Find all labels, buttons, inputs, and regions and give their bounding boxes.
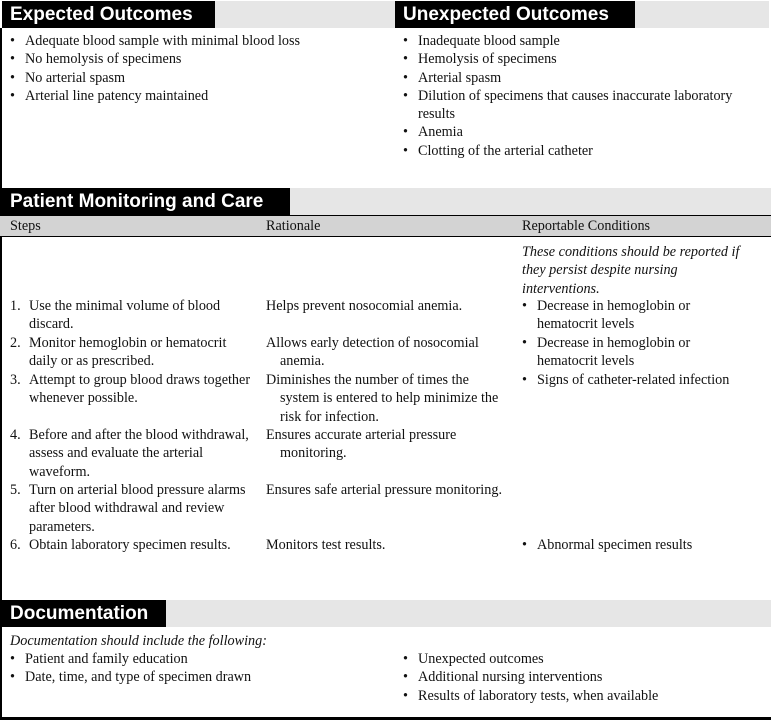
column-header-reportable: Reportable Conditions bbox=[522, 218, 651, 234]
column-header-row bbox=[0, 215, 771, 237]
table-row-4-step: 4. Before and after the blood withdrawal, assess and evaluate the arterial waveform. bbox=[10, 427, 249, 480]
table-row-4-rationale: Ensures accurate arterial pressure monitoring. bbox=[266, 427, 457, 462]
list-item: • Clotting of the arterial catheter bbox=[403, 142, 769, 160]
unexpected-outcomes-list bbox=[403, 32, 769, 160]
table-row-2-reportable bbox=[522, 334, 722, 371]
list-item: • Hemolysis of specimens bbox=[403, 50, 769, 68]
list-item: • Arterial spasm bbox=[403, 69, 769, 87]
list-item: • Dilution of specimens that causes inaccurate laboratory results bbox=[403, 87, 769, 124]
list-item: • Patient and family education bbox=[10, 650, 380, 668]
patient-monitoring-heading: Patient Monitoring and Care bbox=[0, 188, 290, 215]
list-item: • Inadequate blood sample bbox=[403, 32, 769, 50]
documentation-left-list bbox=[10, 650, 380, 687]
list-item: • No arterial spasm bbox=[10, 69, 380, 87]
table-row-1-rationale: Helps prevent nosocomial anemia. bbox=[266, 298, 463, 314]
list-item: • Results of laboratory tests, when available bbox=[403, 687, 769, 705]
table-row-2-step: 2. Monitor hemoglobin or hematocrit daily or as prescribed. bbox=[10, 335, 227, 370]
reportable-note: These conditions should be reported if they persist despite nursing interventions. bbox=[522, 244, 740, 297]
table-row-6-reportable bbox=[522, 536, 752, 554]
list-item: • Signs of catheter-related infection bbox=[522, 371, 770, 389]
list-item: • Decrease in hemoglobin or hematocrit levels bbox=[522, 334, 722, 371]
list-item: • Unexpected outcomes bbox=[403, 650, 769, 668]
documentation-heading: Documentation bbox=[0, 600, 166, 627]
expected-outcomes-heading: Expected Outcomes bbox=[2, 1, 215, 28]
list-item: • Anemia bbox=[403, 123, 769, 141]
list-item: • Additional nursing interventions bbox=[403, 668, 769, 686]
unexpected-outcomes-heading: Unexpected Outcomes bbox=[395, 1, 635, 28]
expected-outcomes-list bbox=[10, 32, 380, 105]
table-row-3-step: 3. Attempt to group blood draws together whenever possible. bbox=[10, 372, 251, 407]
table-row-3-rationale: Diminishes the number of times the system is entered to help minimize the risk for infection. bbox=[266, 372, 499, 425]
list-item: • Adequate blood sample with minimal blood loss bbox=[10, 32, 380, 50]
list-item: • No hemolysis of specimens bbox=[10, 50, 380, 68]
list-item: • Arterial line patency maintained bbox=[10, 87, 380, 105]
column-header-steps: Steps bbox=[10, 218, 41, 234]
table-row-1-reportable bbox=[522, 297, 722, 334]
list-item: • Decrease in hemoglobin or hematocrit levels bbox=[522, 297, 722, 334]
documentation-intro: Documentation should include the following: bbox=[10, 633, 267, 649]
table-row-3-reportable bbox=[522, 371, 770, 389]
list-item: • Abnormal specimen results bbox=[522, 536, 752, 554]
table-row-5-step: 5. Turn on arterial blood pressure alarms after blood withdrawal and review parameters. bbox=[10, 482, 246, 535]
table-row-2-rationale: Allows early detection of nosocomial anemia. bbox=[266, 335, 479, 370]
table-row-5-rationale: Ensures safe arterial pressure monitoring. bbox=[266, 482, 502, 498]
table-row-6-rationale: Monitors test results. bbox=[266, 537, 386, 553]
column-header-rationale: Rationale bbox=[266, 218, 321, 234]
list-item: • Date, time, and type of specimen drawn bbox=[10, 668, 380, 686]
table-row-6-step: 6. Obtain laboratory specimen results. bbox=[10, 537, 231, 553]
documentation-right-list bbox=[403, 650, 769, 705]
table-row-1-step: 1. Use the minimal volume of blood discard. bbox=[10, 298, 221, 333]
